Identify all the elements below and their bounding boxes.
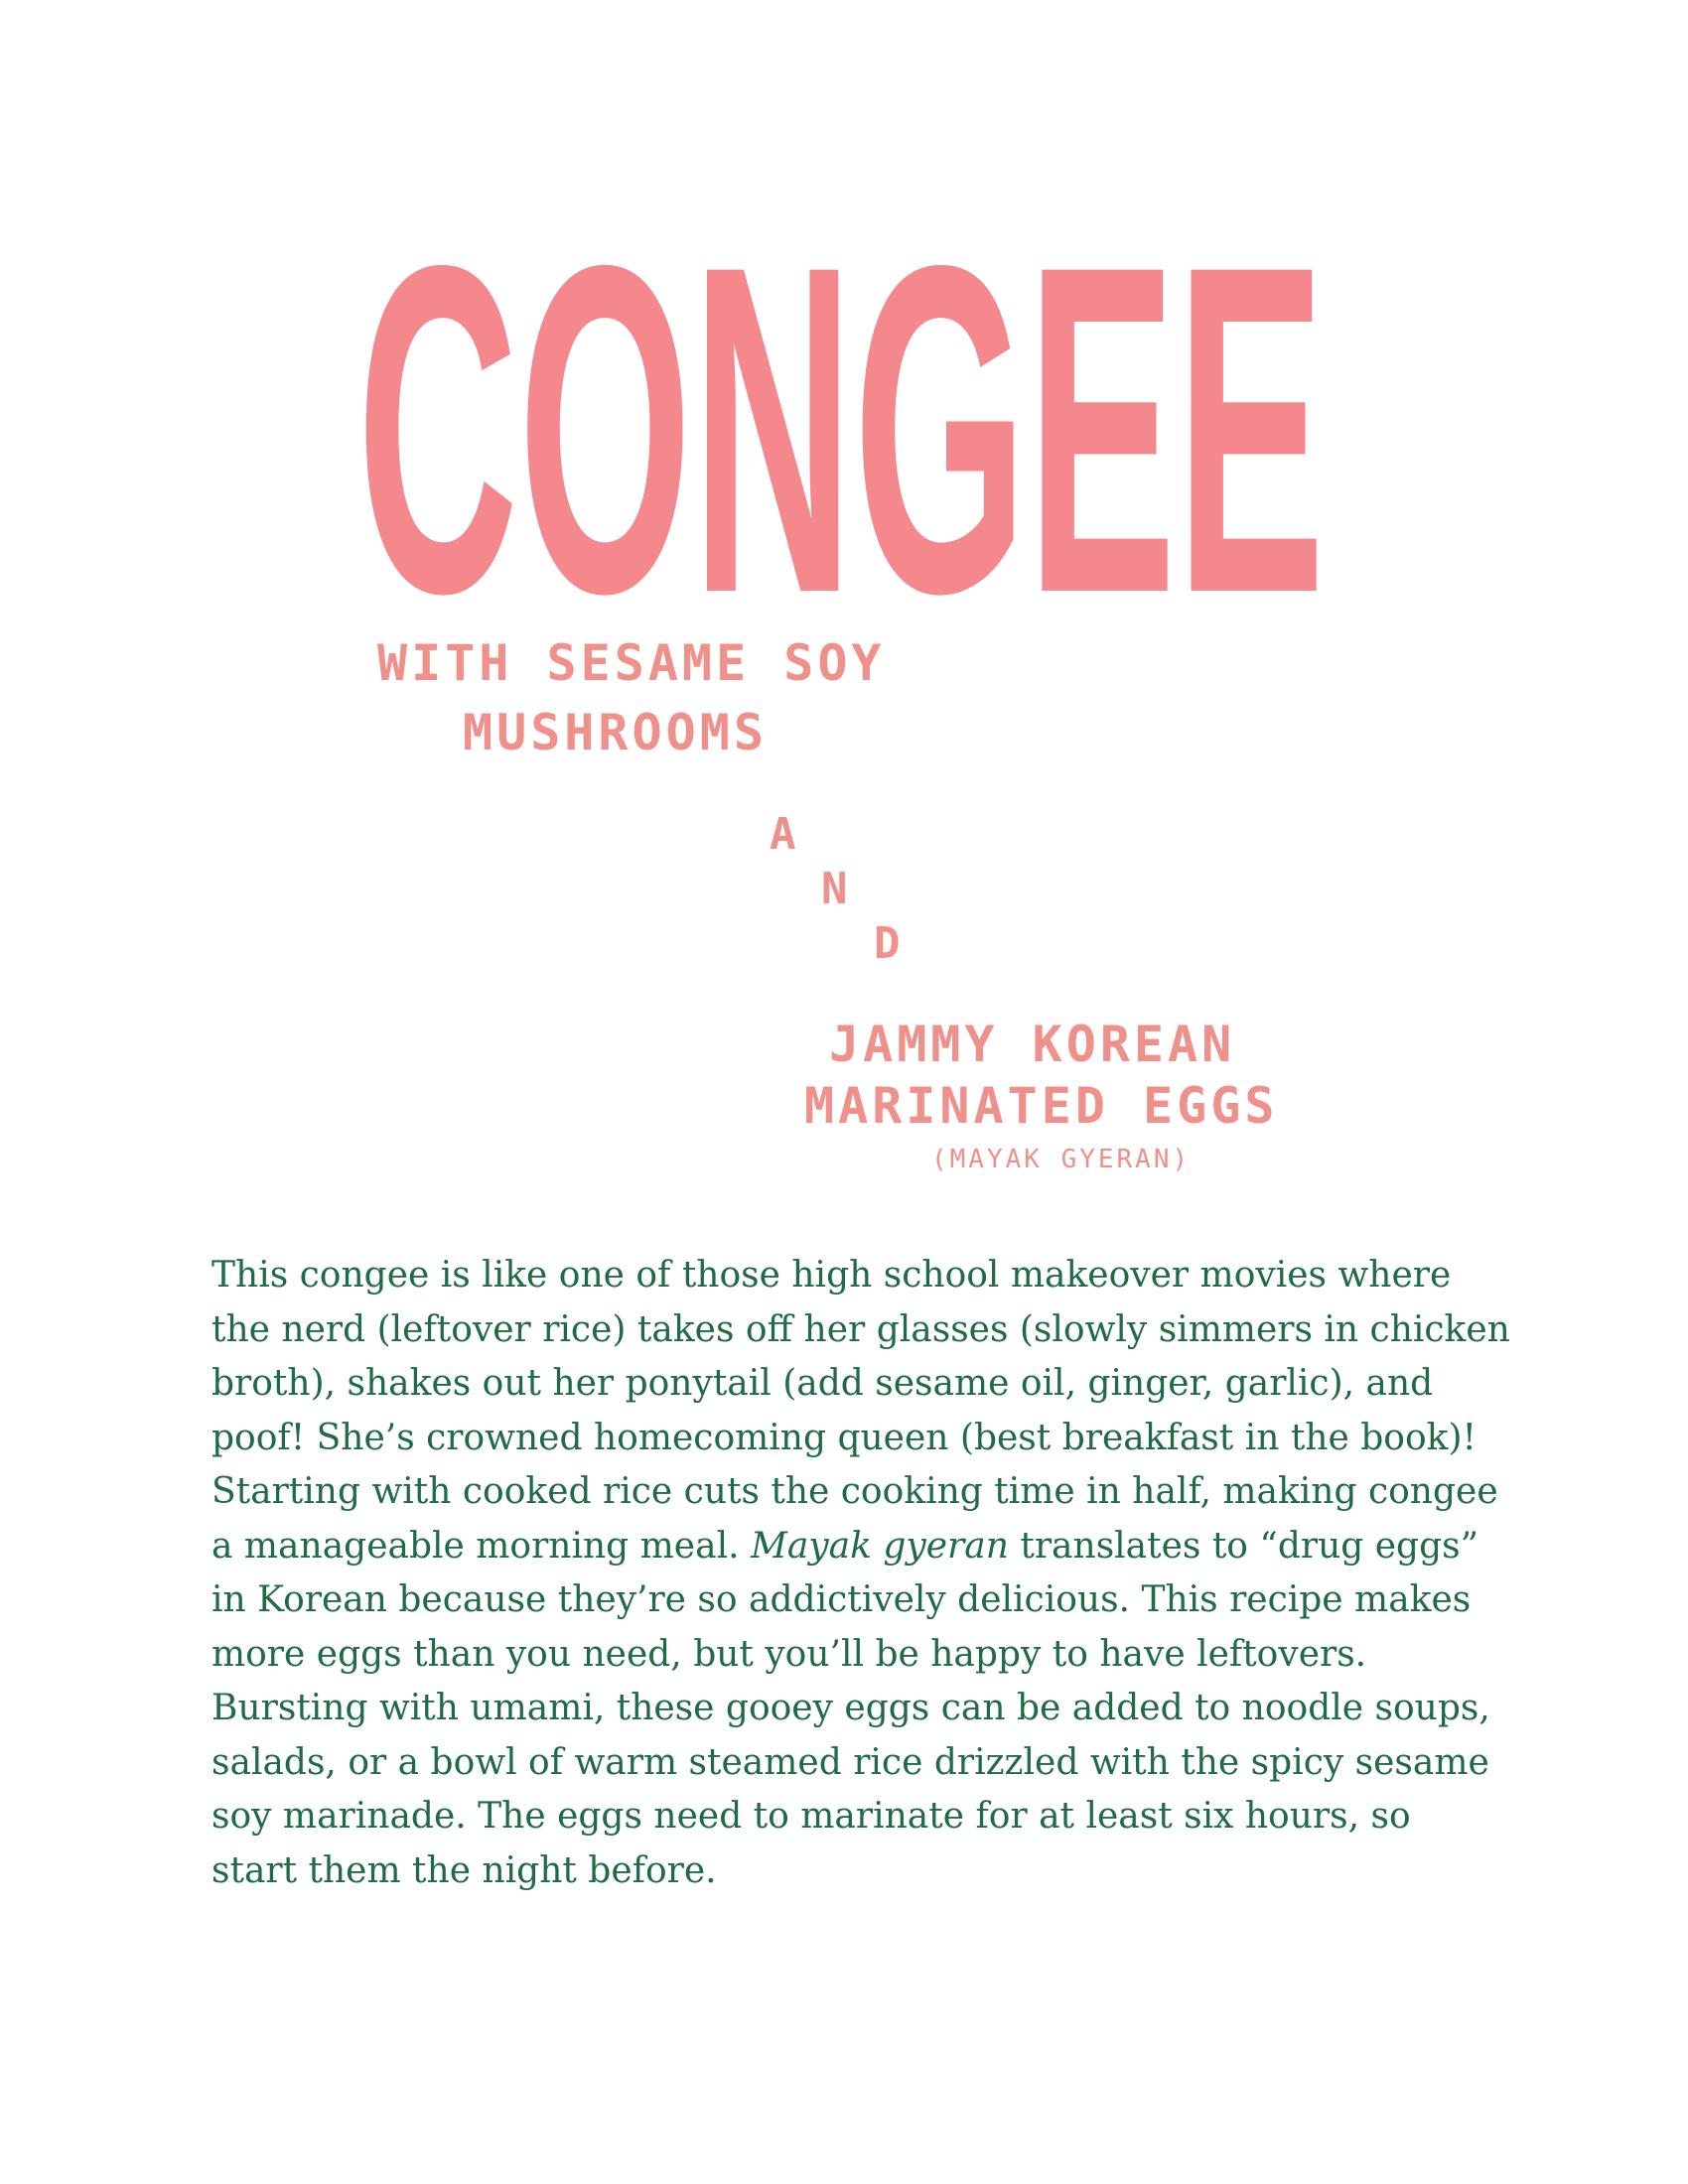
- title-text: CONGEE: [356, 218, 1326, 615]
- intro-line: Starting with cooked rice cuts the cooking time in half, making congee: [211, 1471, 1498, 1512]
- recipe-title: [352, 218, 1331, 615]
- intro-line: start them the night before.: [211, 1849, 717, 1891]
- and-letter-a: A: [770, 809, 796, 860]
- intro-line-post: translates to “drug eggs”: [1008, 1525, 1479, 1567]
- intro-line: This congee is like one of those high school makeover movies where: [211, 1255, 1452, 1296]
- intro-line: the nerd (leftover rice) takes off her glasses (slowly simmers in chicken: [211, 1308, 1510, 1350]
- second-dish-note: (MAYAK GYERAN): [931, 1145, 1192, 1174]
- and-letter-d: D: [874, 918, 901, 969]
- subtitle-line-1: WITH SESAME SOY: [377, 634, 886, 692]
- intro-line: more eggs than you need, but you’ll be happy to have leftovers.: [211, 1633, 1367, 1675]
- intro-line: poof! She’s crowned homecoming queen (best breakfast in the book)!: [211, 1417, 1477, 1458]
- intro-line: salads, or a bowl of warm steamed rice drizzled with the spicy sesame: [211, 1741, 1489, 1783]
- dish-name-italic: Mayak gyeran: [750, 1525, 1009, 1567]
- and-letter-n: N: [821, 864, 848, 914]
- intro-paragraph: [211, 1249, 1510, 1898]
- second-dish-line-2: MARINATED EGGS: [804, 1077, 1279, 1135]
- second-dish-line-1: JAMMY KOREAN: [829, 1016, 1236, 1073]
- subtitle-line-2: MUSHROOMS: [463, 704, 768, 761]
- intro-line: in Korean because they’re so addictively delicious. This recipe makes: [211, 1579, 1472, 1620]
- intro-line: broth), shakes out her ponytail (add sesame oil, ginger, garlic), and: [211, 1363, 1434, 1404]
- title-svg: [352, 218, 1331, 615]
- intro-line-pre: a manageable morning meal.: [211, 1525, 751, 1567]
- intro-line: Bursting with umami, these gooey eggs can be added to noodle soups,: [211, 1688, 1490, 1728]
- intro-line: soy marinade. The eggs need to marinate for at least six hours, so: [211, 1796, 1411, 1837]
- intro-line: [211, 1520, 1502, 1574]
